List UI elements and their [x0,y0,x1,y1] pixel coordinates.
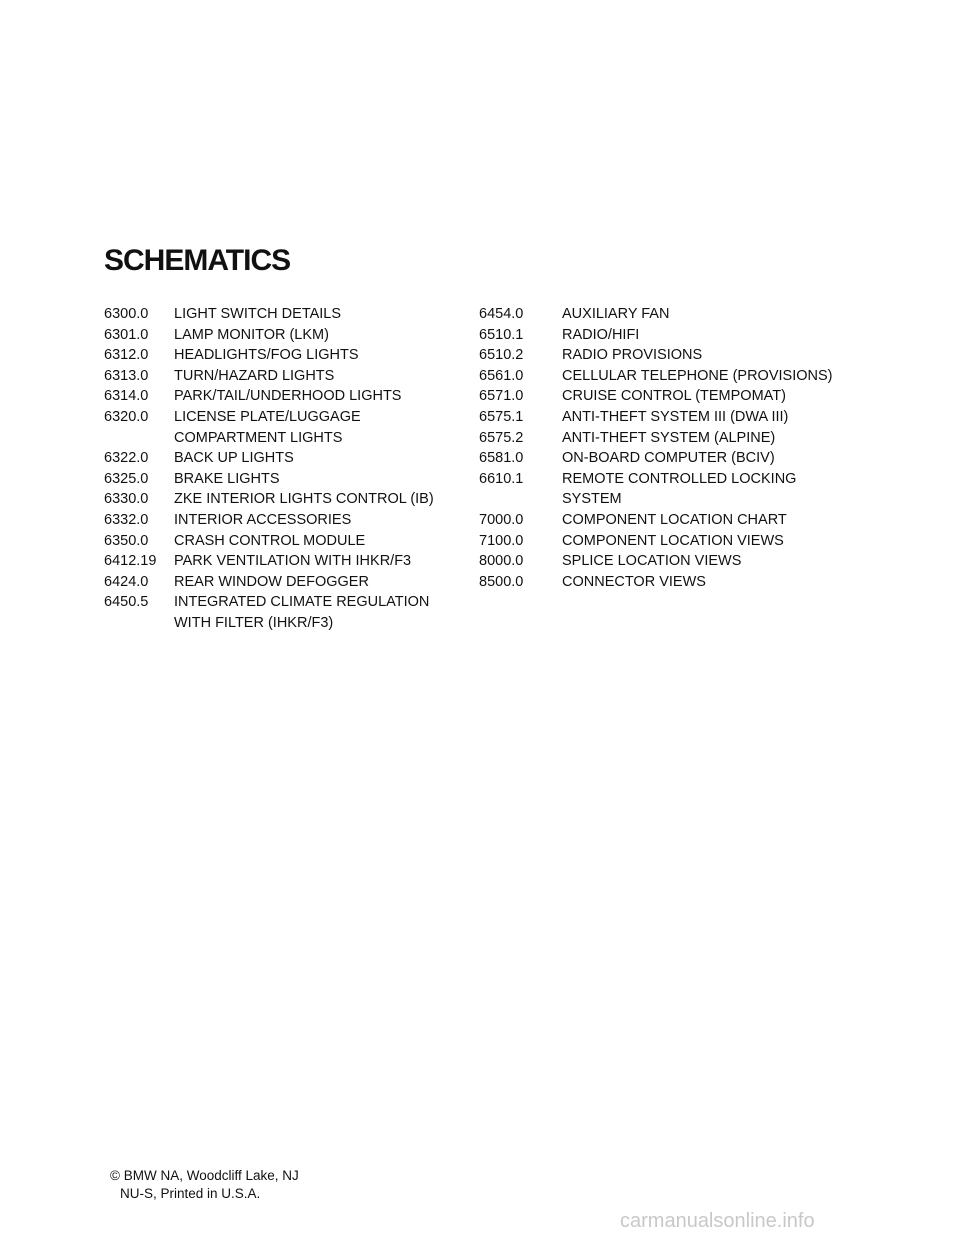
schematic-code: 6571.0 [479,388,524,405]
schematic-title-line: BACK UP LIGHTS [174,450,294,467]
schematic-code: 6322.0 [104,450,149,467]
schematic-title [174,469,280,490]
schematic-title [174,407,361,448]
schematic-title [562,304,669,325]
schematic-title-line: RADIO/HIFI [562,326,640,343]
schematic-title [174,345,359,366]
schematic-code: 6610.1 [479,470,524,487]
schematic-code: 6325.0 [104,470,149,487]
schematic-code: 6412.19 [104,553,157,570]
schematic-code: 6332.0 [104,511,149,528]
schematic-title [562,366,832,387]
schematic-entry [104,592,474,633]
page-title: SCHEMATICS [104,244,291,277]
schematic-title [174,572,369,593]
schematic-title-line: LICENSE PLATE/LUGGAGE [174,408,361,425]
schematic-title-line: CRASH CONTROL MODULE [174,532,366,549]
schematic-code: 6301.0 [104,326,149,343]
schematic-entry [479,325,859,346]
schematic-code: 6314.0 [104,388,149,405]
schematic-title [562,345,702,366]
schematic-code: 6454.0 [479,306,524,322]
schematic-code: 6330.0 [104,491,149,508]
schematic-title [174,551,411,572]
schematic-code: 6424.0 [104,573,149,590]
schematic-code: 6300.0 [104,306,149,322]
schematic-entry [104,304,474,325]
schematic-entry [104,407,474,448]
schematic-title-line: WITH FILTER (IHKR/F3) [174,614,334,631]
schematic-entry [104,386,474,407]
schematic-entry [104,366,474,387]
schematic-code: 6313.0 [104,367,149,384]
schematic-code: 6575.1 [479,408,524,425]
schematic-title-line: COMPARTMENT LIGHTS [174,429,343,446]
schematic-entry [104,531,474,552]
schematic-entry [479,448,859,469]
schematic-title-line: ZKE INTERIOR LIGHTS CONTROL (IB) [174,491,434,508]
schematic-title-line: SPLICE LOCATION VIEWS [562,553,742,570]
schematic-title [562,407,788,428]
schematic-title-line: ON-BOARD COMPUTER (BCIV) [562,450,775,467]
schematic-entry [479,407,859,428]
schematic-code: 7100.0 [479,532,524,549]
schematic-code: 8000.0 [479,553,524,570]
schematic-code: 6510.1 [479,326,524,343]
schematic-entry [104,469,474,490]
schematic-title [562,572,706,593]
watermark: carmanualsonline.info [620,1210,815,1232]
schematics-list-left [104,304,474,634]
schematic-title [174,386,401,407]
schematic-title [174,366,334,387]
schematic-entry [479,386,859,407]
schematic-title-line: CONNECTOR VIEWS [562,573,706,590]
schematic-title-line: ANTI-THEFT SYSTEM (ALPINE) [562,429,776,446]
schematic-title [562,448,775,469]
schematic-code: 6450.5 [104,594,149,611]
schematic-code: 6312.0 [104,347,149,364]
schematic-title-line: PARK VENTILATION WITH IHKR/F3 [174,553,412,570]
schematic-code: 6350.0 [104,532,149,549]
schematic-title-line: RADIO PROVISIONS [562,347,703,364]
schematic-title-line: SYSTEM [562,491,622,508]
schematic-title [562,551,741,572]
schematic-title [562,469,796,510]
schematic-title-line: COMPONENT LOCATION CHART [562,511,787,528]
schematic-title-line: CELLULAR TELEPHONE (PROVISIONS) [562,367,833,384]
schematic-code: 6561.0 [479,367,524,384]
schematic-entry [479,304,859,325]
schematic-title [562,386,786,407]
schematic-entry [104,510,474,531]
schematic-entry [104,572,474,593]
schematic-entry [479,551,859,572]
schematic-entry [104,551,474,572]
schematic-title-line: COMPONENT LOCATION VIEWS [562,532,784,549]
schematic-title [174,304,341,325]
schematic-title-line: INTEGRATED CLIMATE REGULATION [174,594,430,611]
schematic-entry [104,325,474,346]
schematic-title [562,325,639,346]
schematic-title [562,428,775,449]
copyright-footer [110,1167,299,1203]
schematic-title-line: LAMP MONITOR (LKM) [174,326,329,343]
schematic-title-line: REAR WINDOW DEFOGGER [174,573,369,590]
schematic-title [174,325,329,346]
schematic-title-line: AUXILIARY FAN [562,306,670,322]
schematic-title [174,448,294,469]
printed-line: NU-S, Printed in U.S.A. [120,1186,261,1201]
schematic-entry [479,572,859,593]
schematic-title-line: TURN/HAZARD LIGHTS [174,367,335,384]
copyright-line: © BMW NA, Woodcliff Lake, NJ [110,1168,299,1183]
schematic-title [562,531,784,552]
schematic-title-line: ANTI-THEFT SYSTEM III (DWA III) [562,408,789,425]
schematic-entry [104,448,474,469]
schematic-entry [479,428,859,449]
schematic-title [174,510,351,531]
schematic-entry [479,510,859,531]
schematic-code: 6575.2 [479,429,524,446]
schematic-entry [479,469,859,510]
schematic-code: 6320.0 [104,408,149,425]
schematic-code: 8500.0 [479,573,524,590]
schematic-title [174,489,434,510]
schematic-code: 6510.2 [479,347,524,364]
schematic-entry [479,366,859,387]
schematic-title [174,592,429,633]
schematics-list-right [479,304,859,592]
schematic-title-line: LIGHT SWITCH DETAILS [174,306,342,322]
schematic-title-line: INTERIOR ACCESSORIES [174,511,352,528]
schematic-code: 6581.0 [479,450,524,467]
schematic-entry [479,531,859,552]
schematic-entry [104,489,474,510]
schematic-code: 7000.0 [479,511,524,528]
schematic-title [562,510,787,531]
schematic-title-line: CRUISE CONTROL (TEMPOMAT) [562,388,786,405]
schematic-title-line: PARK/TAIL/UNDERHOOD LIGHTS [174,388,402,405]
schematic-title-line: BRAKE LIGHTS [174,470,280,487]
schematic-entry [479,345,859,366]
schematic-title-line: REMOTE CONTROLLED LOCKING [562,470,797,487]
schematic-title-line: HEADLIGHTS/FOG LIGHTS [174,347,359,364]
schematic-title [174,531,365,552]
schematic-entry [104,345,474,366]
